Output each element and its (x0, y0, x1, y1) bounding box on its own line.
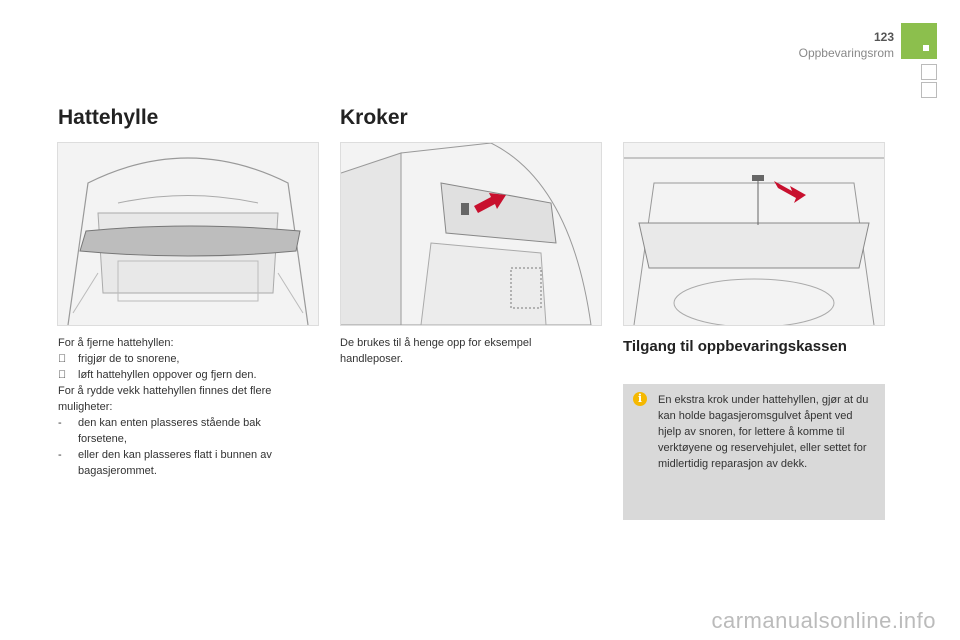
chapter-title: Oppbevaringsrom (798, 46, 894, 60)
bullet-marker (58, 367, 78, 383)
illustration-hooks (340, 142, 602, 326)
bullet-marker (58, 351, 78, 367)
section-title-hattehylle: Hattehylle (58, 106, 159, 129)
dash-marker: - (58, 449, 62, 461)
list-item: løft hattehyllen oppover og fjern den. (58, 367, 308, 383)
page-number: 123 (873, 30, 894, 44)
red-arrow-icon (774, 181, 806, 203)
list-item: frigjør de to snorene, (58, 351, 308, 367)
hattehylle-intro: For å fjerne hattehyllen: (58, 337, 174, 349)
section-title-kroker: Kroker (340, 106, 408, 129)
list-item: - eller den kan plasseres flatt i bunnen av bagasjerommet. (58, 449, 272, 477)
illustration-storage-access (623, 142, 885, 326)
tab-dot-icon (923, 45, 929, 51)
list-item: - den kan enten plasseres stående bak forsetene, (58, 417, 261, 445)
hattehylle-para: For å rydde vekk hattehyllen finnes det flere muligheter: (58, 385, 272, 413)
watermark: carmanualsonline.info (711, 608, 936, 633)
info-icon: i (633, 392, 647, 406)
hattehylle-text (58, 335, 308, 479)
section-title-tilgang: Tilgang til oppbevaringskassen (623, 338, 847, 355)
chapter-tab[interactable] (921, 82, 937, 98)
chapter-tab[interactable] (921, 64, 937, 80)
kroker-text: De brukes til å henge opp for eksempel handleposer. (340, 337, 532, 365)
chapter-tab-active[interactable] (901, 23, 937, 59)
info-text: En ekstra krok under hattehyllen, gjør at du kan holde bagasjeromsgulvet åpent ved hjelp av snoren, for lettere å komme til verktøyene og reservehjulet, eller settet for midlertidig reparasjon av dekk. (658, 394, 869, 470)
illustration-parcel-shelf (57, 142, 319, 326)
info-box (623, 384, 885, 520)
dash-marker: - (58, 417, 62, 429)
